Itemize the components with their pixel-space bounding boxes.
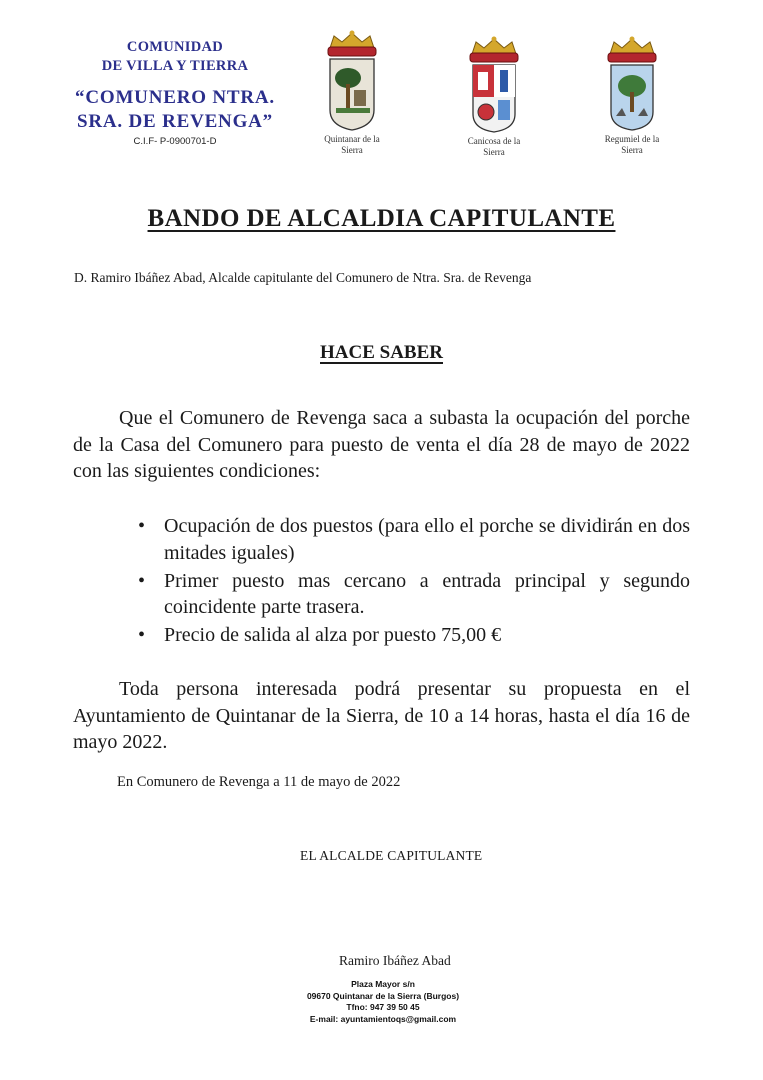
cif-number: C.I.F- P-0900701-D [133,136,217,147]
shield-canicosa [446,36,542,158]
document-title: BANDO DE ALCALDIA CAPITULANTE [147,205,616,232]
canicosa-coat-of-arms-icon [462,36,526,134]
shield-caption-quintanar: Quintanar de la Sierra [324,134,380,155]
quintanar-coat-of-arms-icon [320,30,384,132]
address-email: E-mail: ayuntamientoqs@gmail.com [309,1013,457,1024]
regumiel-coat-of-arms-icon [600,36,664,132]
signer-name: Ramiro Ibáñez Abad [339,953,451,968]
section-heading: HACE SABER [320,342,443,363]
address-city: 09670 Quintanar de la Sierra (Burgos) [306,990,460,1001]
org-name-line-1: “COMUNERO NTRA. [75,87,275,108]
place-and-date: En Comunero de Revenga a 11 de mayo de 2022 [117,774,401,790]
shield-caption-regumiel: Regumiel de la Sierra [604,134,660,155]
shield-regumiel [584,36,680,156]
org-line-1: COMUNIDAD [126,39,224,55]
intro-line: D. Ramiro Ibáñez Abad, Alcalde capitulante del Comunero de Ntra. Sra. de Revenga [74,270,532,285]
signer-title: EL ALCALDE CAPITULANTE [300,848,483,863]
condition-item: • Precio de salida al alza por puesto 75,00 € [138,622,690,649]
shield-quintanar [304,30,400,156]
footer-address [300,979,466,1025]
condition-item: • Primer puesto mas cercano a entrada principal y segundo coincidente parte trasera. [138,568,690,621]
org-name-line-2: SRA. DE REVENGA” [77,111,273,132]
shield-caption-canicosa: Canicosa de la Sierra [467,136,521,157]
address-phone: Tfno: 947 39 50 45 [346,1002,420,1012]
address-street: Plaza Mayor s/n [351,979,415,989]
organization-header [60,38,290,147]
condition-item: • Ocupación de dos puestos (para ello el porche se dividirán en dos mitades iguales) [138,513,690,566]
paragraph-submission: Toda persona interesada podrá presentar su propuesta en el Ayuntamiento de Quintanar de la Sierra, de 10 a 14 horas, hasta el día 16 de mayo 2022. [73,678,690,753]
conditions-list [138,513,690,650]
paragraph-announcement: Que el Comunero de Revenga saca a subasta la ocupación del porche de la Casa del Comunero para puesto de venta el día 28 de mayo de 2022 con las siguientes condiciones: [73,407,690,482]
org-line-2: DE VILLA Y TIERRA [101,58,249,74]
